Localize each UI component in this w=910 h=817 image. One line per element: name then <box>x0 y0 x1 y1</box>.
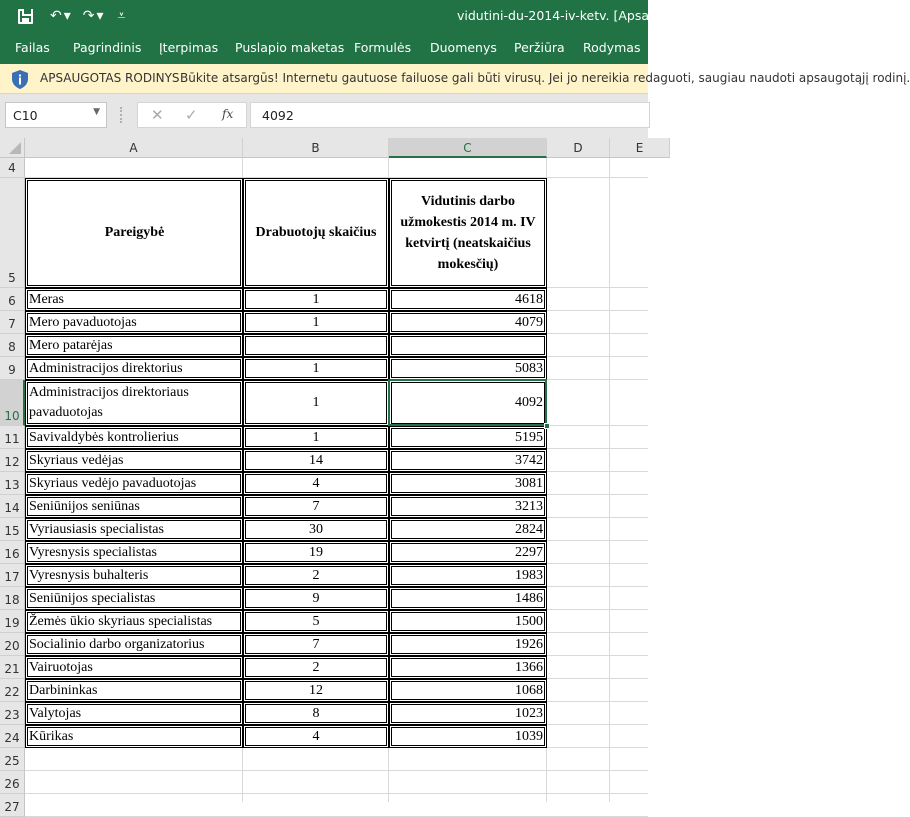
cell-position[interactable] <box>25 679 243 702</box>
header-cell-salary[interactable] <box>389 178 547 288</box>
cell-position-text: Skyriaus vedėjas <box>29 452 124 468</box>
cell-salary-text: 5083 <box>515 360 543 376</box>
column-header-d[interactable]: D <box>547 138 610 158</box>
row-header-9[interactable] <box>0 357 25 380</box>
cell-count-text: 30 <box>309 521 323 537</box>
cell-position[interactable] <box>25 288 243 311</box>
name-box[interactable] <box>5 102 107 128</box>
cell-salary[interactable] <box>389 564 547 587</box>
ribbon-tabs <box>0 33 648 64</box>
cell-count[interactable] <box>243 472 389 495</box>
cell-salary-text: 1068 <box>515 682 543 698</box>
insert-function-icon[interactable]: fx <box>222 107 234 121</box>
row-number: 14 <box>4 501 20 515</box>
cell-position-text: Vairuotojas <box>29 659 93 675</box>
cell-count[interactable] <box>243 495 389 518</box>
formula-buttons <box>137 102 247 128</box>
row-number: 8 <box>8 340 16 354</box>
cell-count-text: 1 <box>312 291 320 307</box>
gridline <box>609 158 610 802</box>
cell-position-text: Administracijos direktorius <box>29 360 183 376</box>
cell-salary-text: 4079 <box>515 314 543 330</box>
cell-count-text: 7 <box>312 498 320 514</box>
row-header-8[interactable] <box>0 334 25 357</box>
cell-salary-text: 2824 <box>515 521 543 537</box>
cell-position-text: Seniūnijos specialistas <box>29 590 156 606</box>
cell-count-text: 2 <box>312 567 320 583</box>
tab-puslapio-maketas[interactable]: Puslapio maketas <box>235 40 345 55</box>
cell-salary[interactable] <box>389 495 547 518</box>
cell-position-text: Vyresnysis buhalteris <box>29 567 149 583</box>
header-cell-salary-text: Vidutinis darbo užmokestis 2014 m. IV ketvirtį (neatskaičius mokesčių) <box>400 194 536 272</box>
gridline <box>25 770 648 771</box>
cell-salary[interactable] <box>389 587 547 610</box>
cell-count-text: 8 <box>312 705 320 721</box>
cell-salary-text: 3081 <box>515 475 543 491</box>
cell-count-text: 5 <box>312 613 320 629</box>
cell-position-text: Mero pavaduotojas <box>29 314 137 330</box>
cell-position[interactable] <box>25 541 243 564</box>
save-icon[interactable] <box>18 9 33 24</box>
row-number: 9 <box>8 363 16 377</box>
cell-position[interactable] <box>25 725 243 748</box>
cell-salary-text: 1486 <box>515 590 543 606</box>
cell-count[interactable] <box>243 518 389 541</box>
row-number: 7 <box>8 317 16 331</box>
cell-count-text: 1 <box>312 360 320 376</box>
cell-salary-text: 4092 <box>515 395 543 410</box>
cell-count[interactable] <box>243 357 389 380</box>
cancel-icon[interactable]: ✕ <box>151 106 164 124</box>
cell-salary[interactable] <box>389 380 547 426</box>
row-number: 15 <box>4 524 20 538</box>
cell-count[interactable] <box>243 679 389 702</box>
cell-salary[interactable] <box>389 449 547 472</box>
cell-count[interactable] <box>243 311 389 334</box>
cell-position-text: Administracijos direktoriaus pavaduotojas <box>29 385 189 420</box>
protected-view-title: APSAUGOTAS RODINYS <box>40 71 180 85</box>
cell-salary-text: 4618 <box>515 291 543 307</box>
cell-count[interactable] <box>243 587 389 610</box>
cell-salary-text: 1039 <box>515 728 543 744</box>
row-header-26[interactable] <box>0 771 25 794</box>
cell-salary[interactable] <box>389 311 547 334</box>
row-header-12[interactable] <box>0 449 25 472</box>
shield-info-icon <box>10 69 30 90</box>
row-header-10[interactable] <box>0 380 25 426</box>
row-header-20[interactable] <box>0 633 25 656</box>
cell-salary-text: 3213 <box>515 498 543 514</box>
cell-position-text: Vyresnysis specialistas <box>29 544 157 560</box>
row-header-27[interactable] <box>0 794 25 817</box>
tab-iterpimas[interactable]: Įterpimas <box>159 40 219 55</box>
tab-failas[interactable]: Failas <box>15 40 50 55</box>
cell-salary-text: 1366 <box>515 659 543 675</box>
cell-count-text: 2 <box>312 659 320 675</box>
cell-salary[interactable] <box>389 725 547 748</box>
formula-value: 4092 <box>262 108 294 123</box>
cell-position[interactable] <box>25 357 243 380</box>
row-number: 20 <box>4 639 20 653</box>
tab-perziura[interactable]: Peržiūra <box>514 40 565 55</box>
row-header-7[interactable] <box>0 311 25 334</box>
cell-position[interactable] <box>25 380 243 426</box>
cell-salary[interactable] <box>389 679 547 702</box>
row-number: 11 <box>4 432 20 446</box>
cell-salary-text: 1500 <box>515 613 543 629</box>
column-header-c[interactable]: C <box>389 138 547 158</box>
row-number: 24 <box>4 731 20 745</box>
cell-position-text: Žemės ūkio skyriaus specialistas <box>29 613 213 629</box>
tab-duomenys[interactable]: Duomenys <box>430 40 497 55</box>
cell-position[interactable] <box>25 564 243 587</box>
fill-handle[interactable] <box>544 423 550 429</box>
cell-salary-text: 5195 <box>515 429 543 445</box>
formula-input[interactable] <box>250 102 650 128</box>
row-header-13[interactable] <box>0 472 25 495</box>
cell-position-text: Valytojas <box>29 705 82 721</box>
row-header-23[interactable] <box>0 702 25 725</box>
cell-count[interactable] <box>243 702 389 725</box>
cell-position[interactable] <box>25 311 243 334</box>
row-number: 4 <box>8 161 16 175</box>
cell-count[interactable] <box>243 564 389 587</box>
row-header-25[interactable] <box>0 748 25 771</box>
row-header-5[interactable] <box>0 178 25 288</box>
cell-count-text: 19 <box>309 544 323 560</box>
cell-position-text: Kūrikas <box>29 728 74 744</box>
cell-salary-text: 1983 <box>515 567 543 583</box>
protected-view-message: Būkite atsargūs! Internetu gautuose failuose gali būti virusų. Jei jo nereikia redaguoti, saugiau naudoti apsaugotąjį rodinį. <box>180 71 910 85</box>
row-header-6[interactable] <box>0 288 25 311</box>
row-number: 16 <box>4 547 20 561</box>
undo-icon[interactable]: ↶ <box>50 8 62 24</box>
cell-position[interactable] <box>25 610 243 633</box>
row-header-21[interactable] <box>0 656 25 679</box>
cell-salary-text: 3742 <box>515 452 543 468</box>
row-header-11[interactable] <box>0 426 25 449</box>
chevron-down-icon[interactable]: ▼ <box>93 107 100 117</box>
row-number: 22 <box>4 685 20 699</box>
cell-count[interactable] <box>243 380 389 426</box>
row-number: 23 <box>4 708 20 722</box>
cell-position-text: Vyriausiasis specialistas <box>29 521 164 537</box>
cell-salary[interactable] <box>389 541 547 564</box>
row-header-18[interactable] <box>0 587 25 610</box>
row-header-15[interactable] <box>0 518 25 541</box>
row-header-14[interactable] <box>0 495 25 518</box>
title-bar <box>0 0 747 33</box>
cell-count-text: 7 <box>312 636 320 652</box>
cell-count-text: 4 <box>312 475 320 491</box>
select-all-button[interactable] <box>0 138 25 158</box>
name-box-value: C10 <box>13 108 38 123</box>
redo-dropdown-icon[interactable]: ▾ <box>96 8 104 24</box>
cell-salary[interactable] <box>389 426 547 449</box>
cell-count-text: 1 <box>312 314 320 330</box>
cell-count-text: 12 <box>309 682 323 698</box>
cell-salary[interactable] <box>389 633 547 656</box>
row-number: 27 <box>4 800 20 814</box>
cell-count-text: 1 <box>312 429 320 445</box>
cell-salary[interactable] <box>389 472 547 495</box>
row-number: 18 <box>4 593 20 607</box>
row-number: 5 <box>8 271 16 285</box>
formula-bar <box>0 94 648 138</box>
cell-count[interactable] <box>243 633 389 656</box>
cell-salary-text: 1023 <box>515 705 543 721</box>
row-header-4[interactable] <box>0 158 25 178</box>
tab-formules[interactable]: Formulės <box>354 40 412 55</box>
cell-count[interactable] <box>243 334 389 357</box>
cell-position[interactable] <box>25 449 243 472</box>
cell-count-text: 4 <box>312 728 320 744</box>
row-header-17[interactable] <box>0 564 25 587</box>
cell-count[interactable] <box>243 656 389 679</box>
cell-salary-text: 1926 <box>515 636 543 652</box>
cell-position[interactable] <box>25 587 243 610</box>
cell-salary-text: 2297 <box>515 544 543 560</box>
cell-salary[interactable] <box>389 702 547 725</box>
column-header-b[interactable]: B <box>243 138 389 158</box>
cell-salary[interactable] <box>389 357 547 380</box>
cell-salary[interactable] <box>389 656 547 679</box>
row-number: 25 <box>4 754 20 768</box>
cell-position[interactable] <box>25 656 243 679</box>
row-number: 10 <box>4 409 20 423</box>
cell-count-text: 1 <box>312 395 320 410</box>
cell-salary[interactable] <box>389 518 547 541</box>
cell-count[interactable] <box>243 541 389 564</box>
column-header-a[interactable]: A <box>25 138 243 158</box>
row-header-22[interactable] <box>0 679 25 702</box>
header-cell-count[interactable] <box>243 178 389 288</box>
cell-count-text: 9 <box>312 590 320 606</box>
row-header-19[interactable] <box>0 610 25 633</box>
row-header-24[interactable] <box>0 725 25 748</box>
cell-salary[interactable] <box>389 288 547 311</box>
cell-salary[interactable] <box>389 334 547 357</box>
header-cell-count-text: Drabuotojų skaičius <box>255 225 377 240</box>
row-number: 12 <box>4 455 20 469</box>
cell-count-text: 14 <box>309 452 323 468</box>
cell-count[interactable] <box>243 288 389 311</box>
row-number: 13 <box>4 478 20 492</box>
cell-count[interactable] <box>243 725 389 748</box>
protected-view-bar <box>0 64 910 94</box>
cell-position-text: Socialinio darbo organizatorius <box>29 636 205 652</box>
cell-position-text: Meras <box>29 291 64 307</box>
cell-salary[interactable] <box>389 610 547 633</box>
cell-position[interactable] <box>25 426 243 449</box>
cell-position-text: Seniūnijos seniūnas <box>29 498 140 514</box>
undo-dropdown-icon[interactable]: ▾ <box>63 8 71 24</box>
cell-position[interactable] <box>25 702 243 725</box>
cell-count[interactable] <box>243 449 389 472</box>
cell-count[interactable] <box>243 610 389 633</box>
cell-position-text: Mero patarėjas <box>29 337 113 353</box>
cell-position[interactable] <box>25 633 243 656</box>
cell-position-text: Skyriaus vedėjo pavaduotojas <box>29 475 197 491</box>
row-number: 6 <box>8 294 16 308</box>
column-header-e[interactable]: E <box>610 138 670 158</box>
tab-pagrindinis[interactable]: Pagrindinis <box>73 40 142 55</box>
row-number: 21 <box>4 662 20 676</box>
cell-position[interactable] <box>25 472 243 495</box>
row-number: 19 <box>4 616 20 630</box>
cell-count[interactable] <box>243 426 389 449</box>
row-number: 26 <box>4 777 20 791</box>
cell-position[interactable] <box>25 334 243 357</box>
quick-access-toolbar <box>18 7 125 25</box>
header-cell-position-text: Pareigybė <box>104 225 165 240</box>
tab-rodymas[interactable]: Rodymas <box>583 40 641 55</box>
window-title: vidutini-du-2014-iv-ketv. [Apsaugotas rodinys] <box>457 8 747 23</box>
cell-position[interactable] <box>25 518 243 541</box>
redo-icon[interactable]: ↷ <box>82 8 95 24</box>
row-header-16[interactable] <box>0 541 25 564</box>
customize-qat-icon[interactable]: ⩡ <box>117 8 126 24</box>
formula-bar-grip[interactable] <box>120 107 122 123</box>
row-number: 17 <box>4 570 20 584</box>
cell-position-text: Savivaldybės kontrolierius <box>29 429 179 445</box>
enter-icon[interactable]: ✓ <box>185 106 198 124</box>
header-cell-position[interactable] <box>25 178 243 288</box>
cell-position[interactable] <box>25 495 243 518</box>
gridline <box>25 793 648 794</box>
cell-position-text: Darbininkas <box>29 682 98 698</box>
